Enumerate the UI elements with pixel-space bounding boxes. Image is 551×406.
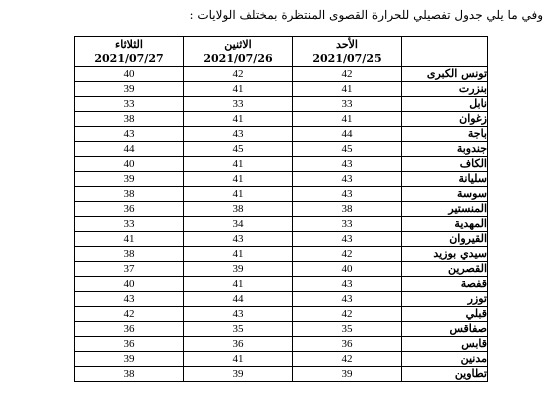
table-row [75, 82, 488, 97]
temperature-cell: 41 [293, 112, 402, 127]
table-row [75, 157, 488, 172]
temperature-cell: 39 [184, 367, 293, 382]
temperature-cell: 41 [184, 187, 293, 202]
table-row [75, 217, 488, 232]
temperature-cell: 43 [293, 232, 402, 247]
city-name-cell: قبلي [402, 307, 488, 322]
table-row [75, 232, 488, 247]
city-name-cell: المنستير [402, 202, 488, 217]
temperature-cell: 36 [75, 322, 184, 337]
city-name-cell: مدنين [402, 352, 488, 367]
city-name-cell: القصرين [402, 262, 488, 277]
city-name-cell: بنزرت [402, 82, 488, 97]
table-row [75, 97, 488, 112]
table-row [75, 352, 488, 367]
temperature-cell: 43 [293, 292, 402, 307]
temperature-cell: 39 [293, 367, 402, 382]
temperature-cell: 42 [75, 307, 184, 322]
table-row [75, 67, 488, 82]
intro-text: وفي ما يلي جدول تفصيلي للحرارة القصوى المنتظرة بمختلف الولايات : [189, 8, 543, 22]
temperature-cell: 44 [293, 127, 402, 142]
header-row [75, 37, 488, 67]
temperature-cell: 38 [184, 202, 293, 217]
temperature-cell: 42 [293, 307, 402, 322]
header-day-label: الثلاثاء [115, 37, 143, 51]
temperature-table [74, 36, 488, 382]
table-row [75, 262, 488, 277]
header-day-cell [184, 37, 293, 67]
temperature-cell: 38 [75, 367, 184, 382]
header-day-cell [75, 37, 184, 67]
temperature-cell: 33 [293, 97, 402, 112]
temperature-cell: 43 [184, 127, 293, 142]
header-date-label: 2021/07/27 [94, 51, 164, 65]
temperature-cell: 43 [293, 172, 402, 187]
table-body [75, 67, 488, 382]
temperature-cell: 40 [75, 157, 184, 172]
table-row [75, 292, 488, 307]
city-name-cell: المهدية [402, 217, 488, 232]
city-name-cell: زغوان [402, 112, 488, 127]
city-name-cell: نابل [402, 97, 488, 112]
temperature-cell: 43 [184, 232, 293, 247]
header-day-label: الأحد [336, 37, 358, 51]
temperature-cell: 41 [184, 277, 293, 292]
city-name-cell: قابس [402, 337, 488, 352]
header-city-cell [402, 37, 488, 67]
temperature-cell: 38 [293, 202, 402, 217]
city-name-cell: الكاف [402, 157, 488, 172]
temperature-cell: 39 [75, 172, 184, 187]
city-name-cell: سوسة [402, 187, 488, 202]
temperature-cell: 44 [184, 292, 293, 307]
table-row [75, 172, 488, 187]
temperature-cell: 41 [184, 247, 293, 262]
temperature-cell: 41 [184, 82, 293, 97]
temperature-cell: 39 [184, 262, 293, 277]
temperature-cell: 33 [184, 97, 293, 112]
temperature-cell: 43 [293, 157, 402, 172]
temperature-cell: 36 [184, 337, 293, 352]
temperature-cell: 39 [75, 352, 184, 367]
temperature-cell: 35 [184, 322, 293, 337]
table-row [75, 127, 488, 142]
table-row [75, 277, 488, 292]
city-name-cell: سيدي بوزيد [402, 247, 488, 262]
temperature-cell: 37 [75, 262, 184, 277]
temperature-cell: 41 [75, 232, 184, 247]
temperature-cell: 43 [75, 127, 184, 142]
city-name-cell: قفصة [402, 277, 488, 292]
header-day-cell [293, 37, 402, 67]
temperature-cell: 38 [75, 112, 184, 127]
temperature-cell: 42 [293, 67, 402, 82]
city-name-cell: صفاقس [402, 322, 488, 337]
header-date-label: 2021/07/26 [203, 51, 273, 65]
temperature-cell: 40 [75, 277, 184, 292]
temperature-cell: 43 [293, 277, 402, 292]
temperature-cell: 43 [75, 292, 184, 307]
temperature-cell: 42 [184, 67, 293, 82]
header-day-label: الاثنين [224, 37, 252, 51]
city-name-cell: تطاوين [402, 367, 488, 382]
temperature-cell: 43 [184, 307, 293, 322]
temperature-cell: 41 [184, 157, 293, 172]
city-name-cell: جندوبة [402, 142, 488, 157]
temperature-cell: 33 [75, 217, 184, 232]
temperature-cell: 41 [293, 82, 402, 97]
table-row [75, 142, 488, 157]
table-row [75, 367, 488, 382]
table-row [75, 307, 488, 322]
temperature-cell: 44 [75, 142, 184, 157]
header-date-label: 2021/07/25 [312, 51, 382, 65]
temperature-cell: 41 [184, 112, 293, 127]
temperature-cell: 42 [293, 247, 402, 262]
temperature-cell: 33 [293, 217, 402, 232]
city-name-cell: تونس الكبرى [402, 67, 488, 82]
temperature-cell: 41 [184, 172, 293, 187]
temperature-cell: 41 [184, 352, 293, 367]
temperature-cell: 35 [293, 322, 402, 337]
table-row [75, 187, 488, 202]
city-name-cell: توزر [402, 292, 488, 307]
temperature-cell: 45 [184, 142, 293, 157]
temperature-cell: 45 [293, 142, 402, 157]
table-row [75, 202, 488, 217]
temperature-cell: 36 [75, 337, 184, 352]
temperature-cell: 34 [184, 217, 293, 232]
city-name-cell: القيروان [402, 232, 488, 247]
temperature-cell: 42 [293, 352, 402, 367]
temperature-cell: 33 [75, 97, 184, 112]
temperature-cell: 40 [293, 262, 402, 277]
city-name-cell: باجة [402, 127, 488, 142]
temperature-cell: 38 [75, 247, 184, 262]
table-row [75, 112, 488, 127]
temperature-cell: 36 [293, 337, 402, 352]
table-row [75, 322, 488, 337]
temperature-cell: 38 [75, 187, 184, 202]
table-row [75, 247, 488, 262]
city-name-cell: سليانة [402, 172, 488, 187]
temperature-cell: 43 [293, 187, 402, 202]
table-row [75, 337, 488, 352]
temperature-cell: 36 [75, 202, 184, 217]
temperature-cell: 40 [75, 67, 184, 82]
temperature-cell: 39 [75, 82, 184, 97]
